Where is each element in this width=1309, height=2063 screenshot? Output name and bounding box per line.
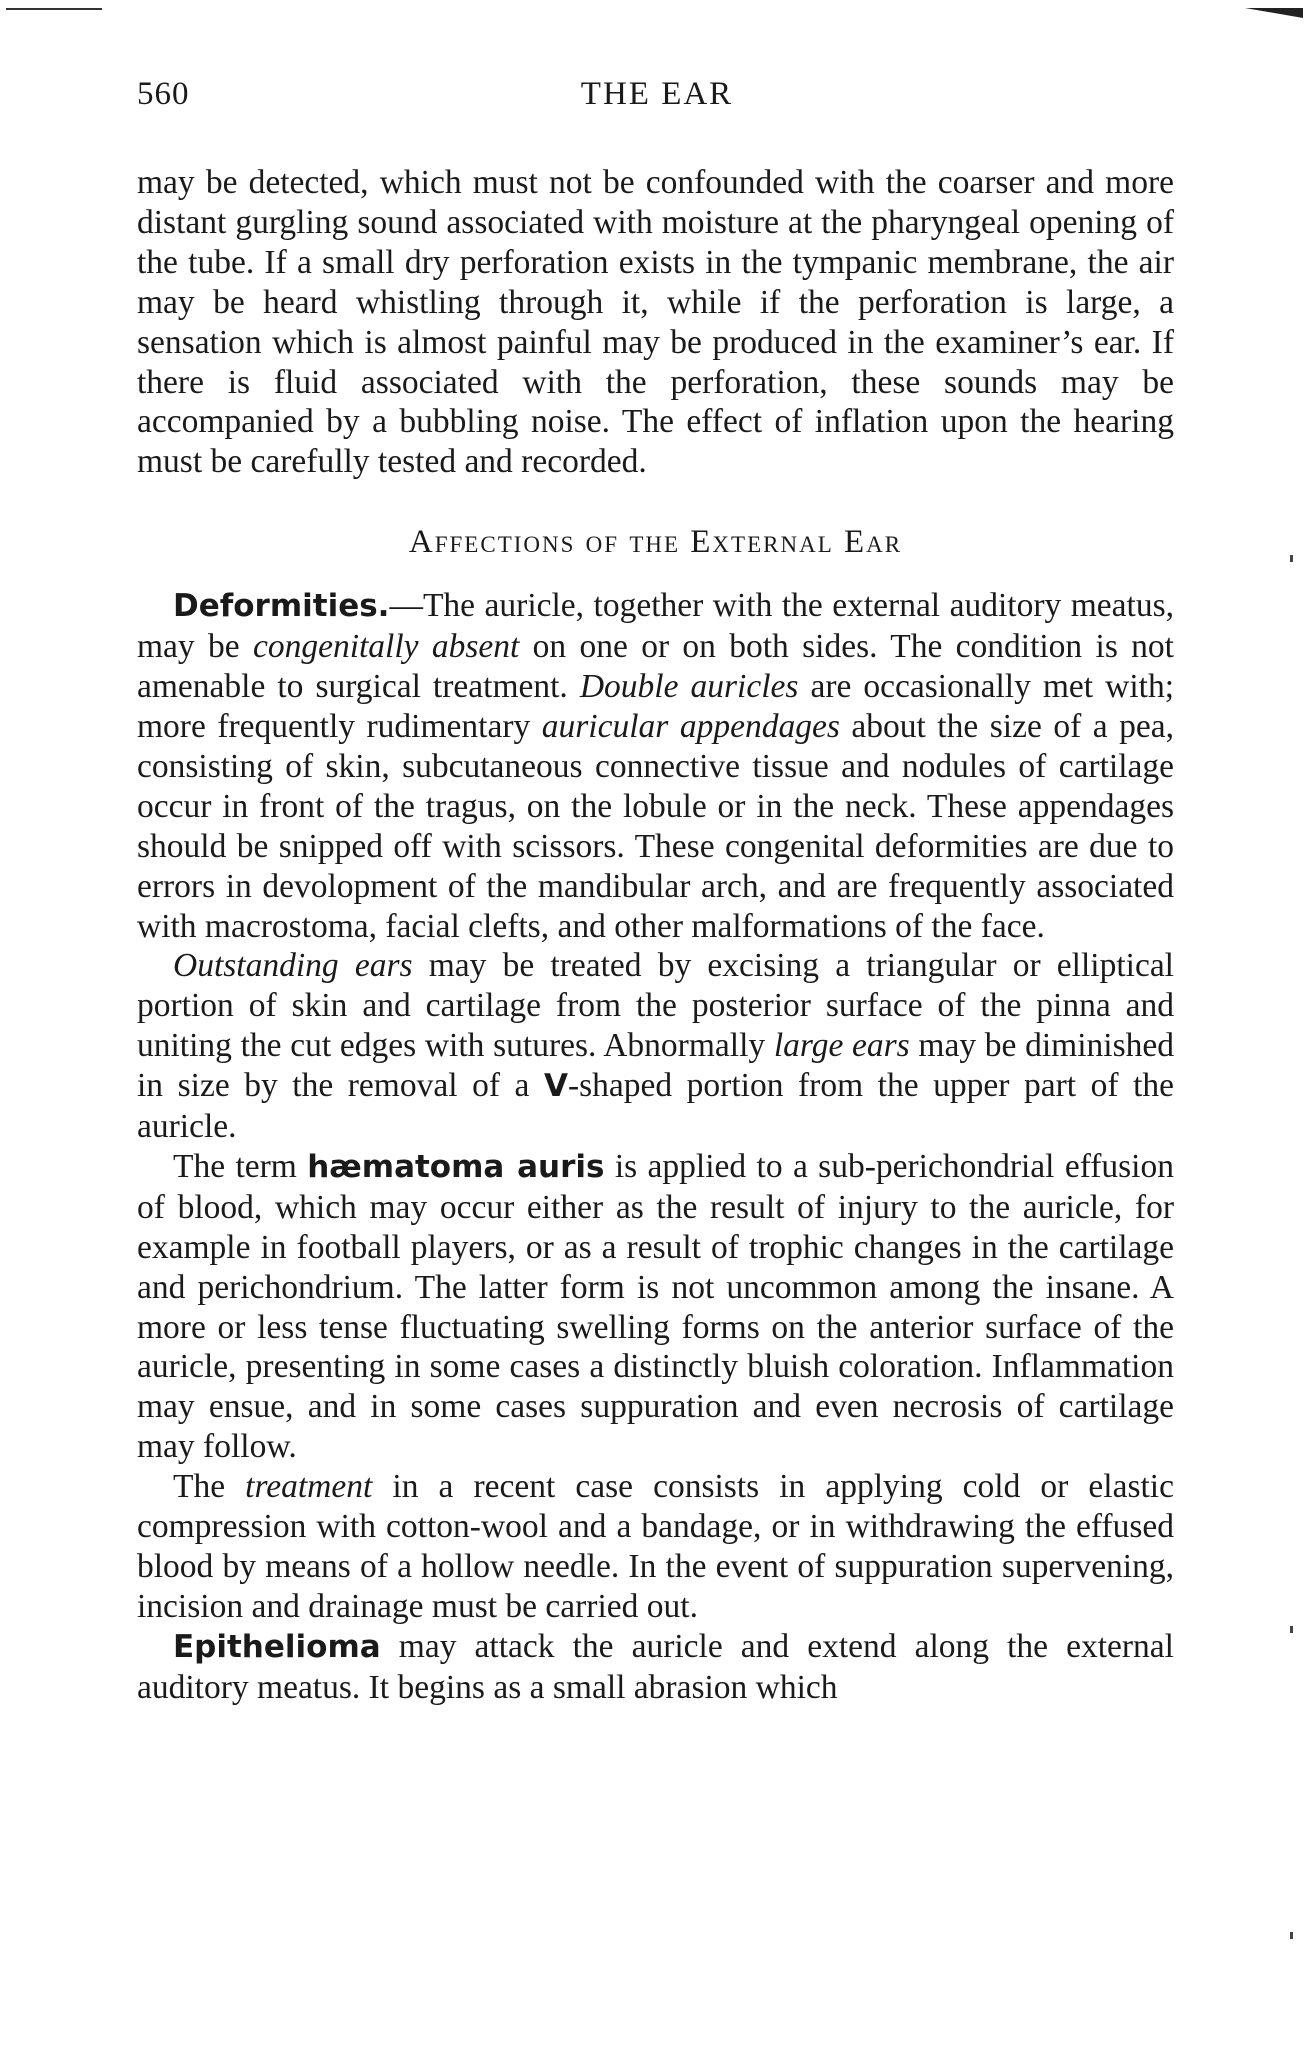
italic-run: Outstanding ears: [173, 947, 413, 985]
italic-run: congenitally absent: [252, 628, 520, 666]
text-run: The term: [173, 1147, 308, 1185]
paragraph-deformities: [137, 586, 1174, 946]
paragraph-epithelioma: [137, 1627, 1174, 1708]
text-run: are occasionally met with; more frequently rudimentary: [137, 668, 1174, 745]
section-heading: Affections of the External Ear: [408, 524, 903, 561]
text-run: on one or on both sides. The condition is not amenable to surgical treatment.: [137, 628, 1174, 706]
text-run: in a recent case consists in applying cold or elastic compression with cotton-wool and a bandage, or in withdrawing the effused blood by means of a hollow needle. In the event of suppuration supervening, incision and drainage must be carried out.: [137, 1468, 1174, 1625]
page-header: [137, 76, 1177, 120]
stray-mark: [1290, 1626, 1293, 1633]
running-head: THE EAR: [580, 76, 734, 112]
stray-mark: [1290, 555, 1293, 562]
paragraph-outstanding-ears: [137, 946, 1174, 1147]
stray-mark: [1290, 1932, 1293, 1939]
paragraph-haematoma: [137, 1147, 1174, 1467]
page-number: 560: [137, 76, 190, 112]
text-run: may be treated by excising a triangular or elliptical portion of skin and cartilage from the posterior surface of the pinna and uniting the cut edges with sutures. Abnormally: [137, 947, 1174, 1065]
text-run: is applied to a sub-perichondrial effusion of blood, which may occur either as the result of injury to the auricle, for example in football players, or as a result of trophic changes in the cartilage and perichondrium. The latter form is not uncommon among the insane. A more or less tense fluctuating swelling forms on the anterior surface of the auricle, presenting in some cases a distinctly bluish coloration. Inflammation may ensue, and in some cases suppuration and even necrosis of cartilage may follow.: [137, 1147, 1174, 1466]
corner-mark: [1245, 8, 1303, 18]
italic-run: auricular appendages: [541, 707, 840, 745]
top-edge-rule: [6, 8, 102, 10]
term-haematoma-auris: hæmatoma auris: [307, 1148, 605, 1185]
text-run: —The auricle, together with the external auditory meatus, may be: [137, 587, 1174, 666]
italic-run: Double auricles: [579, 668, 799, 706]
text-run: may be diminished in size by the removal of a: [137, 1027, 1175, 1105]
italic-run: treatment: [245, 1468, 373, 1506]
term-epithelioma: Epithelioma: [173, 1628, 381, 1665]
text-run: may attack the auricle and extend along the external auditory meatus. It begins as a small abrasion which: [137, 1627, 1174, 1706]
term-v: V: [543, 1068, 568, 1105]
paragraph-inflation: may be detected, which must not be confounded with the coarser and more distant gurgling sound associated with moisture at the pharyngeal opening of the tube. If a small dry perforation exists in the tympanic membrane, the air may be heard whistling through it, while if the perforation is large, a sensation which is almost painful may be produced in the examiner’s ear. If there is fluid associated with the perforation, these sounds may be accompanied by a bubbling noise. The effect of inflation upon the hearing must be carefully tested and recorded.: [137, 164, 1174, 481]
italic-run: large ears: [773, 1027, 910, 1065]
term-deformities: Deformities.: [173, 588, 390, 625]
text-run: -shaped portion from the upper part of the auricle.: [137, 1067, 1174, 1146]
paragraph-treatment: [137, 1467, 1174, 1627]
text-run: The: [173, 1468, 246, 1506]
text-run: about the size of a pea, consisting of skin, subcutaneous connective tissue and nodules of cartilage occur in front of the tragus, on the lobule or in the neck. These appendages should be snipped off with scissors. These congenital deformities are due to errors in devolopment of the mandibular arch, and are frequently associated with macrostoma, facial clefts, and other malformations of the face.: [137, 707, 1174, 945]
body-text: [137, 163, 1174, 1708]
